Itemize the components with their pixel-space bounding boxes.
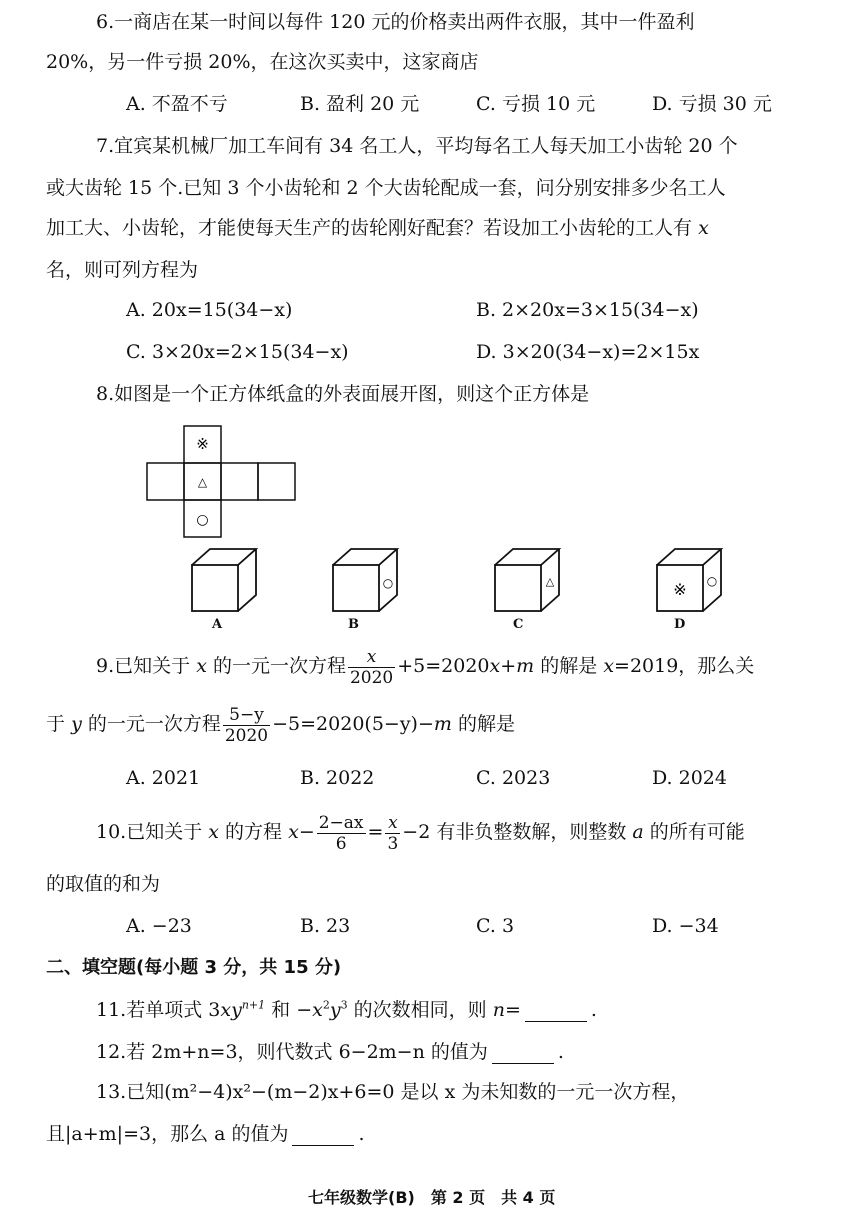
- q10-fraction-2: $\frac{x}{3}$: [387, 812, 399, 854]
- q9-fraction-1: $\frac{x}{2020}$: [349, 646, 394, 688]
- net-square-row-4: [258, 463, 295, 500]
- q8-stem: 8.如图是一个正方体纸盒的外表面展开图，则这个正方体是: [96, 383, 590, 405]
- q10-fraction-1: $\frac{2-ax}{6}$: [318, 812, 364, 854]
- q7-option-a: A. 20x=15(34−x): [126, 299, 293, 321]
- q6-line2: 20%，另一件亏损 20%，在这次买卖中，这家商店: [46, 51, 479, 73]
- q7-line1: 7.宜宾某机械厂加工车间有 34 名工人，平均每名工人每天加工小齿轮 20 个: [96, 135, 738, 157]
- q9-option-b: B. 2022: [300, 767, 375, 789]
- q10-option-d: D. −34: [652, 915, 719, 937]
- cube-net-figure: [140, 418, 310, 544]
- q13-line1: 13.已知(m²−4)x²−(m−2)x+6=0 是以 x 为未知数的一元一次方程，: [96, 1081, 690, 1103]
- q9-option-a: A. 2021: [126, 767, 201, 789]
- q7-line4: 名，则可列方程为: [46, 259, 199, 281]
- q6-option-c: C. 亏损 10 元: [476, 93, 596, 115]
- q9-option-d: D. 2024: [652, 767, 727, 789]
- net-symbol-circle: ○: [196, 512, 209, 528]
- cube-d: [651, 545, 741, 615]
- cube-a: [186, 545, 276, 615]
- q11-answer-blank[interactable]: [525, 1003, 587, 1022]
- cube-d-front-reference-mark: ※: [673, 580, 687, 599]
- q10-line1: 10.已知关于 x 的方程 x− $\frac{2-ax}{6}$ = $\frac{x}{3}$ −2 有非负整数解，则整数 a 的所有可能: [96, 812, 745, 854]
- cube-label-a: A: [212, 617, 223, 632]
- net-symbol-reference-mark: ※: [196, 435, 209, 453]
- cube-b: [327, 545, 417, 615]
- q9-option-c: C. 2023: [476, 767, 551, 789]
- page-footer: 七年级数学(B) 第 2 页 共 4 页: [308, 1188, 556, 1207]
- q9-fraction-2: $\frac{5-y}{2020}$: [224, 704, 269, 746]
- q7-line3: 加工大、小齿轮，才能使每天生产的齿轮刚好配套？若设加工小齿轮的工人有 x: [46, 217, 709, 239]
- cube-c-side-triangle: △: [545, 575, 555, 588]
- cube-b-side-circle: ○: [382, 576, 394, 590]
- cube-c: [489, 545, 579, 615]
- net-symbol-triangle: △: [197, 475, 208, 489]
- q9-line1: 9.已知关于 x 的一元一次方程 $\frac{x}{2020}$ +5=2020x+m 的解是 x=2019，那么关: [96, 646, 755, 688]
- cube-label-b: B: [348, 617, 359, 632]
- q10-line2: 的取值的和为: [46, 873, 161, 895]
- q9-line2: 于 y 的一元一次方程 $\frac{5-y}{2020}$ −5=2020(5−y)−m 的解是: [46, 704, 515, 746]
- q7-option-d: D. 3×20(34−x)=2×15x: [476, 341, 700, 363]
- q7-line2: 或大齿轮 15 个.已知 3 个小齿轮和 2 个大齿轮配成一套，问分别安排多少名工人: [46, 177, 726, 199]
- q12-answer-blank[interactable]: [492, 1045, 554, 1064]
- q10-option-c: C. 3: [476, 915, 515, 937]
- q13-answer-blank[interactable]: [292, 1127, 354, 1146]
- q12-line: 12.若 2m+n=3，则代数式 6−2m−n 的值为 .: [96, 1041, 564, 1063]
- cube-label-c: C: [513, 617, 524, 632]
- q7-option-b: B. 2×20x=3×15(34−x): [476, 299, 699, 321]
- q13-line2: 且|a+m|=3，那么 a 的值为 .: [46, 1123, 365, 1145]
- net-square-row-3: [221, 463, 258, 500]
- net-square-row-1: [147, 463, 184, 500]
- section-2-heading: 二、填空题(每小题 3 分，共 15 分): [46, 957, 342, 978]
- cube-label-d: D: [674, 617, 686, 632]
- q6-option-a: A. 不盈不亏: [126, 93, 228, 115]
- q6-option-d: D. 亏损 30 元: [652, 93, 772, 115]
- q10-option-b: B. 23: [300, 915, 351, 937]
- q7-option-c: C. 3×20x=2×15(34−x): [126, 341, 349, 363]
- cube-d-side-circle: ○: [706, 574, 718, 588]
- q6-option-b: B. 盈利 20 元: [300, 93, 420, 115]
- q10-option-a: A. −23: [126, 915, 192, 937]
- q11-line: 11.若单项式 $3xy^{n+1}$ 和 $-x^2y^3$ 的次数相同，则 n= .: [96, 998, 597, 1021]
- q6-line1: 6.一商店在某一时间以每件 120 元的价格卖出两件衣服，其中一件盈利: [96, 11, 695, 33]
